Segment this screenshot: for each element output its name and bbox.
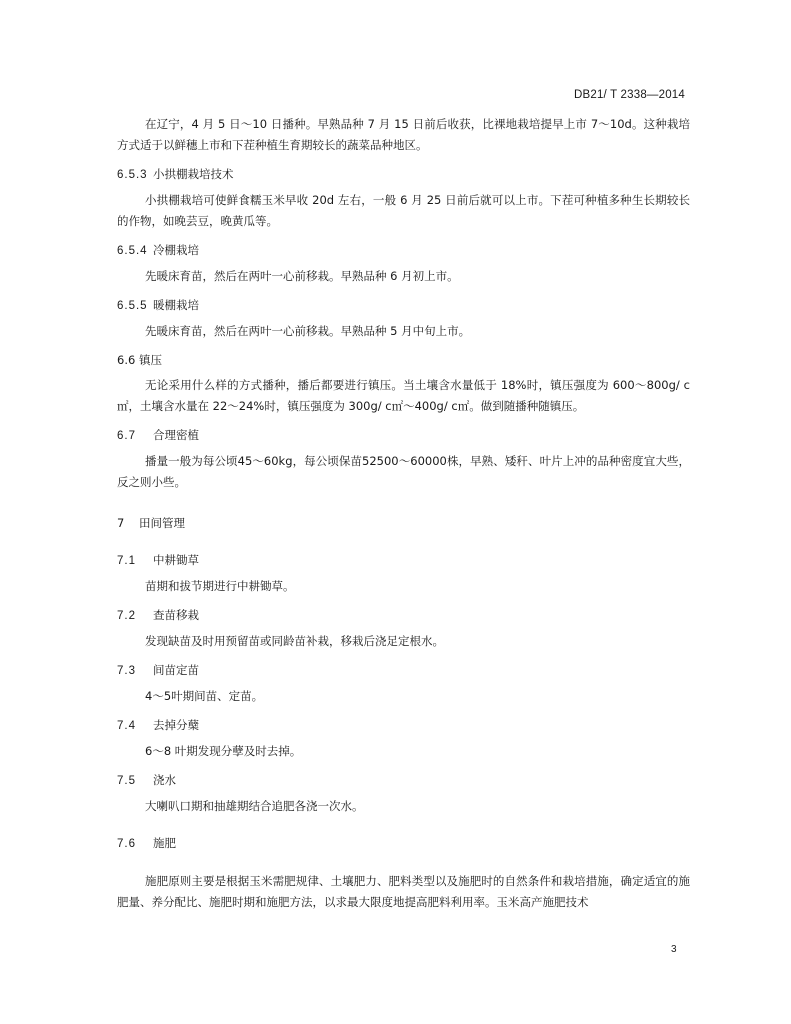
section-heading (117, 770, 690, 792)
section-heading (117, 240, 690, 262)
section-number: 7 (117, 516, 125, 530)
section-title: 暖棚栽培 (153, 298, 199, 312)
section-number: 7.5 (117, 775, 136, 787)
doc-code: DB21/ T 2338—2014 (573, 89, 685, 101)
section-heading (117, 660, 690, 682)
section-number: 7.2 (117, 610, 136, 622)
section-title: 冷棚栽培 (153, 243, 199, 257)
paragraph: 在辽宁，4 月 5 日～10 日播种。早熟品种 7 月 15 日前后收获，比裸地栽培提早上市 7～10d。这种栽培方式适于以鲜穗上市和下茬种植生育期较长的蔬菜品种地区。 (117, 117, 690, 152)
section-number: 6.6 (117, 353, 136, 367)
section-number: 7.6 (117, 838, 136, 850)
section-number: 6.5.4 (117, 245, 148, 257)
paragraph: 施肥原则主要是根据玉米需肥规律、土壤肥力、肥料类型以及施肥时的自然条件和栽培措施，确定适宜的施肥量、养分配比、施肥时期和施肥方法，以求最大限度地提高肥料利用率。玉米高产施肥技术 (117, 874, 690, 909)
section-number: 6.5.3 (117, 169, 148, 181)
paragraph: 先暖床育苗，然后在两叶一心前移栽。早熟品种 6 月初上市。 (145, 269, 459, 283)
section-title: 去掉分蘖 (153, 718, 199, 732)
section-heading (117, 350, 690, 371)
section-title: 查苗移栽 (153, 608, 199, 622)
section-title: 中耕锄草 (153, 553, 199, 567)
section-heading (117, 605, 690, 627)
paragraph: 苗期和拔节期进行中耕锄草。 (145, 579, 295, 593)
paragraph: 先暖床育苗，然后在两叶一心前移栽。早熟品种 5 月中旬上市。 (145, 324, 471, 338)
section-number: 7.4 (117, 720, 136, 732)
section-title: 间苗定苗 (153, 663, 199, 677)
section-number: 6.7 (117, 430, 136, 442)
paragraph: 播量一般为每公顷45～60kg，每公顷保苗52500～60000株，早熟、矮秆、叶片上冲的品种密度宜大些，反之则小些。 (117, 454, 690, 489)
section-title: 镇压 (139, 353, 162, 367)
section-heading (117, 425, 690, 447)
section-title: 施肥 (153, 836, 176, 850)
paragraph: 4～5叶期间苗、定苗。 (145, 689, 264, 703)
section-title: 浇水 (153, 773, 176, 787)
paragraph: 6～8 叶期发现分孽及时去掉。 (145, 744, 302, 758)
section-number: 6.5.5 (117, 300, 148, 312)
section-heading (117, 513, 690, 534)
paragraph: 发现缺苗及时用预留苗或同龄苗补栽，移栽后浇足定根水。 (145, 634, 444, 648)
section-number: 7.1 (117, 555, 136, 567)
page-number: 3 (671, 944, 677, 955)
paragraph: 大喇叭口期和抽雄期结合追肥各浇一次水。 (145, 799, 364, 813)
paragraph: 无论采用什么样的方式播种，播后都要进行镇压。当土壤含水量低于 18%时，镇压强度为 600～800g/ c㎡，土壤含水量在 22～24%时，镇压强度为 300g/ c㎡～400g/ c㎡。做到随播种随镇压。 (117, 378, 690, 413)
section-heading (117, 164, 690, 186)
section-title: 合理密植 (153, 428, 199, 442)
section-heading (117, 550, 690, 572)
section-number: 7.3 (117, 665, 136, 677)
section-heading (117, 833, 690, 855)
section-title: 田间管理 (139, 516, 185, 530)
section-heading (117, 295, 690, 317)
document-body (117, 114, 690, 913)
section-title: 小拱棚栽培技术 (153, 167, 234, 181)
section-heading (117, 715, 690, 737)
paragraph: 小拱棚栽培可使鲜食糯玉米早收 20d 左右，一般 6 月 25 日前后就可以上市。下茬可种植多种生长期较长的作物，如晚芸豆，晚黄瓜等。 (117, 193, 690, 228)
